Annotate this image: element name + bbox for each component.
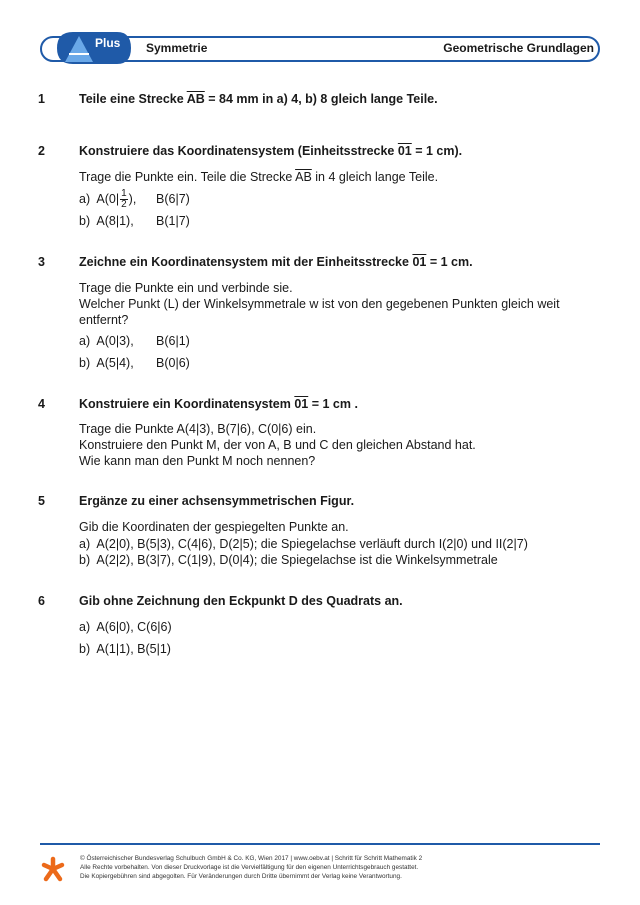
task-1-title: Teile eine Strecke $\overline{AB} = 84$ mm in a) 4, b) 8 gleich lange Teile. — [79, 92, 438, 106]
task-3-item-b: b) A(5|4), — [79, 356, 134, 370]
task-5-line-1: Gib die Koordinaten der gespiegelten Punkte an. — [79, 520, 349, 534]
task-2-title: Konstruiere das Koordinatensystem (Einheitsstrecke 01 = 1 cm). — [79, 144, 463, 158]
task-4-title: Konstruiere ein Koordinatensystem 01 = 1 cm . — [79, 397, 358, 411]
task-2-item-a-point-b: B(6|7) — [156, 192, 190, 206]
task-6-title: Gib ohne Zeichnung den Eckpunkt D des Quadrats an. — [79, 594, 403, 608]
fraction: $\frac{1}{2}$ — [121, 188, 127, 210]
task-5-item-b: b) A(2|2), B(3|7), C(1|9), D(0|4); die Spiegelachse ist die Winkelsymmetrale — [79, 553, 498, 567]
task-6-item-a: a) A(6|0), C(6|6) — [79, 620, 172, 634]
task-3-item-b-point-b: B(0|6) — [156, 356, 190, 370]
plus-logo — [55, 30, 133, 66]
task-1-number: 1 — [38, 92, 45, 106]
task-3-line-1: Trage die Punkte ein und verbinde sie. — [79, 281, 293, 295]
task-3-line-3: entfernt? — [79, 313, 129, 327]
task-2-item-b-point-b: B(1|7) — [156, 214, 190, 228]
header-title: Symmetrie — [146, 41, 208, 55]
footer-copyright: © Österreichischer Bundesverlag Schulbuch GmbH & Co. KG, Wien 2017 | www.oebv.at | Schritt für Schritt Mathematik 2 — [80, 855, 423, 862]
task-3-title: Zeichne ein Koordinatensystem mit der Einheitsstrecke 01 = 1 cm. — [79, 255, 473, 269]
footer-rights: Alle Rechte vorbehalten. Von dieser Druckvorlage ist die Vervielfältigung für den eigenen Unterrichtsgebrauch gestattet. — [80, 864, 419, 871]
task-5-number: 5 — [38, 494, 45, 508]
star-person-icon — [40, 856, 66, 882]
footer-disclaimer: Die Kopiergebühren sind abgegolten. Für Veränderungen durch Dritte übernimmt der Verlag keine Verantwortung. — [80, 873, 402, 880]
logo-text: Plus — [95, 36, 121, 50]
task-3-item-a: a) A(0|3), — [79, 334, 134, 348]
task-5-item-a: a) A(2|0), B(5|3), C(4|6), D(2|5); die Spiegelachse verläuft durch I(2|0) und II(2|7) — [79, 537, 528, 551]
task-5-title: Ergänze zu einer achsensymmetrischen Figur. — [79, 494, 355, 508]
task-2-item-a: a) A(0| $\frac{1}{2}$ ), — [79, 188, 137, 210]
task-2-number: 2 — [38, 144, 45, 158]
task-3-number: 3 — [38, 255, 45, 269]
header-chapter: Geometrische Grundlagen — [443, 41, 594, 55]
task-6-number: 6 — [38, 594, 45, 608]
task-2-item-b: b) A(8|1), — [79, 214, 134, 228]
task-3-line-2: Welcher Punkt (L) der Winkelsymmetrale w ist von den gegebenen Punkten gleich weit — [79, 297, 560, 311]
task-2-instruction: Trage die Punkte ein. Teile die Strecke $\overline{AB}$ in 4 gleich lange Teile. — [79, 170, 439, 184]
task-6-item-b: b) A(1|1), B(5|1) — [79, 642, 171, 656]
task-4-line-1: Trage die Punkte A(4|3), B(7|6), C(0|6) ein. — [79, 422, 317, 436]
footer-divider — [40, 843, 600, 845]
task-4-number: 4 — [38, 397, 45, 411]
task-4-line-3: Wie kann man den Punkt M noch nennen? — [79, 454, 316, 468]
task-3-item-a-point-b: B(6|1) — [156, 334, 190, 348]
task-4-line-2: Konstruiere den Punkt M, der von A, B und C den gleichen Abstand hat. — [79, 438, 476, 452]
